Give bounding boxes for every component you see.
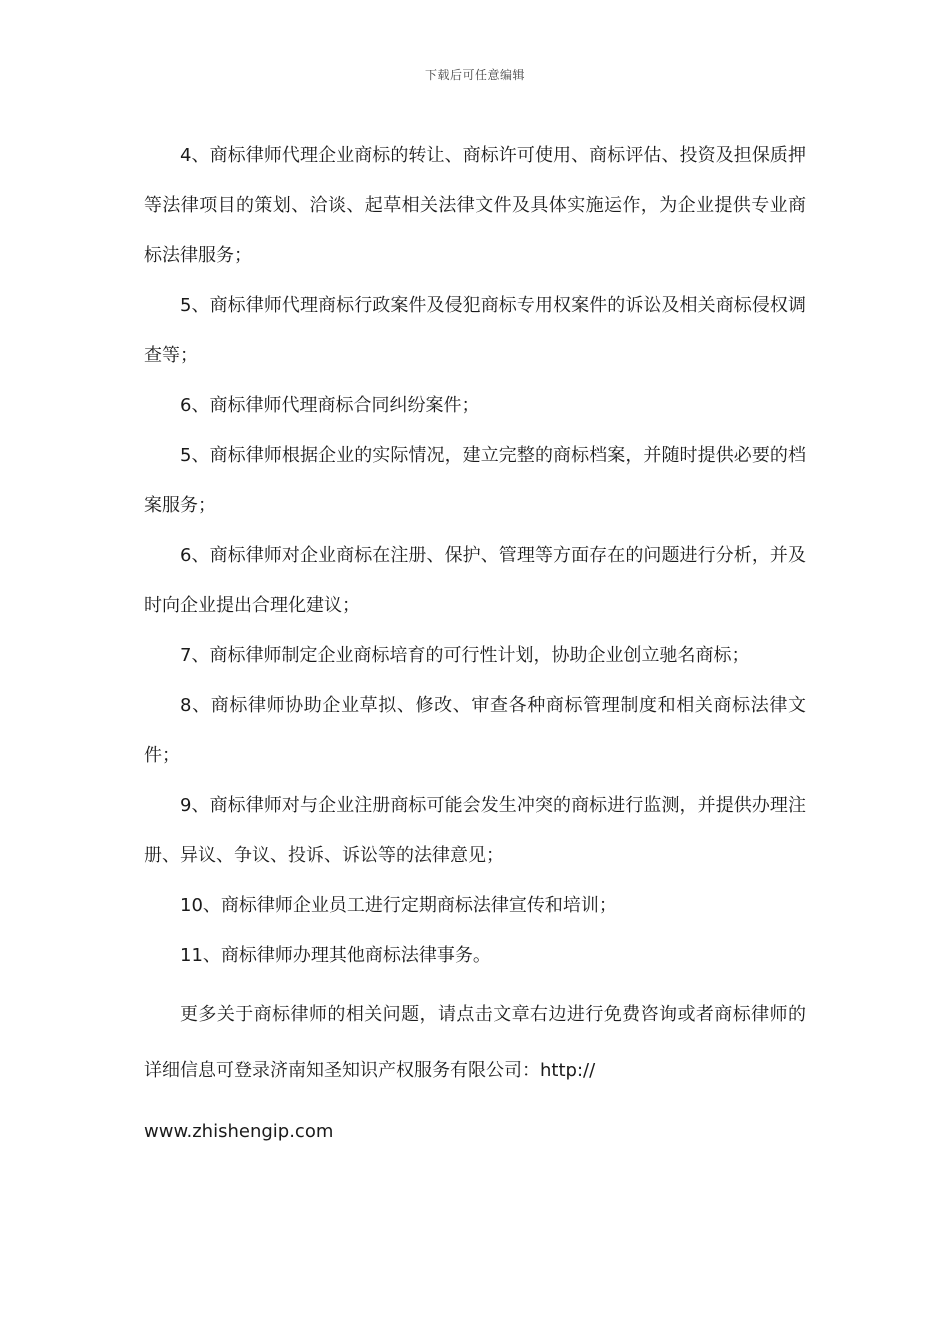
paragraph-item-8: 8、商标律师协助企业草拟、修改、审查各种商标管理制度和相关商标法律文件； <box>144 695 806 766</box>
paragraph-item-5: 5、商标律师代理商标行政案件及侵犯商标专用权案件的诉讼及相关商标侵权调查等； <box>144 295 806 366</box>
paragraph-item-6: 6、商标律师代理商标合同纠纷案件； <box>180 395 480 416</box>
paragraph-item-9: 9、商标律师对与企业注册商标可能会发生冲突的商标进行监测，并提供办理注册、异议、争议、投诉、诉讼等的法律意见； <box>144 795 806 866</box>
paragraph-item-7: 7、商标律师制定企业商标培育的可行性计划，协助企业创立驰名商标； <box>180 645 750 666</box>
document-body <box>144 131 806 1161</box>
closing-paragraph: 更多关于商标律师的相关问题，请点击文章右边进行免费咨询或者商标律师的详细信息可登录济南知圣知识产权服务有限公司：http:// <box>144 1004 806 1081</box>
paragraph-item-11: 11、商标律师办理其他商标法律事务。 <box>180 945 491 966</box>
paragraph-item-5b: 5、商标律师根据企业的实际情况，建立完整的商标档案，并随时提供必要的档案服务； <box>144 445 806 516</box>
paragraph-item-4: 4、商标律师代理企业商标的转让、商标许可使用、商标评估、投资及担保质押等法律项目的策划、洽谈、起草相关法律文件及具体实施运作，为企业提供专业商标法律服务； <box>144 145 806 266</box>
website-link[interactable]: www.zhishengip.com <box>144 1121 334 1142</box>
page-header: 下载后可任意编辑 <box>424 68 525 82</box>
paragraph-item-10: 10、商标律师企业员工进行定期商标法律宣传和培训； <box>180 895 617 916</box>
paragraph-item-6b: 6、商标律师对企业商标在注册、保护、管理等方面存在的问题进行分析，并及时向企业提出合理化建议； <box>144 545 806 616</box>
